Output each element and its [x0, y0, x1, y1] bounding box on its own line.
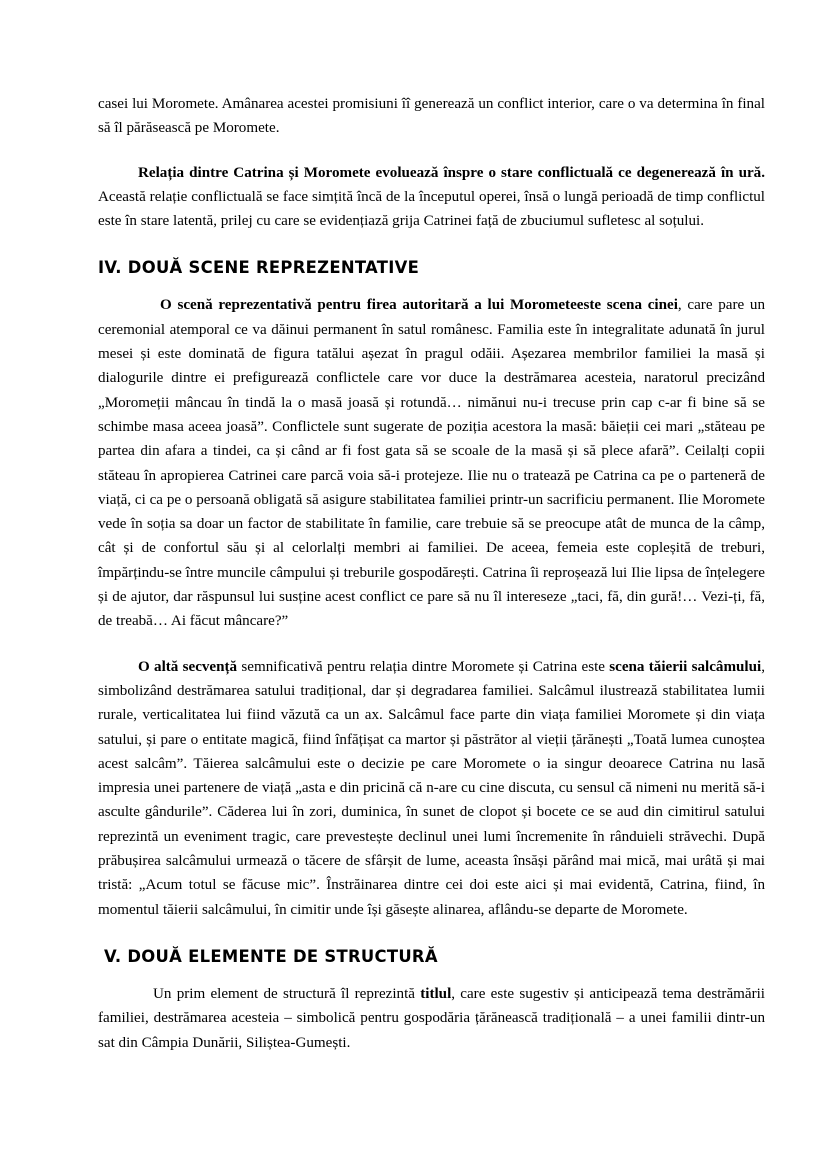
- paragraph-run-bold-inline: scena tăierii salcâmului: [609, 658, 762, 675]
- heading-spacer-top: [98, 922, 765, 946]
- paragraph-run-text: Un prim element de structură îl reprezintă: [153, 985, 421, 1002]
- section-heading-doua-scene-reprezentative: [98, 257, 765, 279]
- paragraph-spacer: [98, 141, 765, 161]
- paragraph-run-bold-lead: O scenă reprezentativă pentru firea autoritară a lui Morometeeste scena cinei: [160, 297, 678, 314]
- document-text-column: [98, 92, 765, 1055]
- section-heading-label: IV. DOUĂ SCENE REPREZENTATIVE: [98, 258, 420, 278]
- paragraph-o-alta-secventa: [98, 655, 765, 922]
- paragraph-run-bold-lead: O altă secvență: [138, 658, 238, 675]
- paragraph-spacer: [98, 634, 765, 655]
- paragraph-relatia-dintre-catrina-si-moromete: [98, 161, 765, 234]
- paragraph-continuation-casei-lui-moromete: [98, 92, 765, 141]
- heading-spacer-bottom: [98, 279, 765, 293]
- paragraph-o-scena-reprezentativa: [98, 293, 765, 633]
- paragraph-run-text: semnificativă pentru relația dintre Moromete și Catrina este: [237, 658, 610, 675]
- paragraph-run-bold-lead: Relația dintre Catrina și Moromete evoluează înspre o stare conflictuală ce degenerează în ură.: [138, 164, 765, 181]
- heading-spacer-bottom: [98, 968, 765, 982]
- paragraph-run-bold-inline: titlul: [420, 985, 452, 1002]
- paragraph-run-text-tail: , care este sugestiv și anticipează tema destrămării familiei, destrămarea acesteia – simbolică pentru gospodăria țărănească tradițională – a unei familii dintr-un sat din Câmpia Dunării, Siliștea-Gumești.: [98, 985, 765, 1051]
- paragraph-run-text: Această relație conflictuală se face simțită încă de la începutul operei, însă o lungă perioadă de timp conflictul este în stare latentă, prilej cu care se evidențiază grija Catrinei față de zbuciumul sufletesc al soțului.: [98, 188, 765, 230]
- paragraph-run-text-tail: , simbolizând destrămarea satului tradițional, dar și degradarea familiei. Salcâmul ilustrează stabilitatea lumii rurale, verticalitatea lui fiind văzută ca un ax. Salcâmul face parte din viața familiei Moromete și din viața satului, și pare o entitate magică, fiind înfățișat ca martor și păstrător al vieții țărănești „Toată lumea cunoștea acest salcâm”. Tăierea salcâmului este o decizie pe care Moromete o ia singur deoarece Catrina nu lasă impresia unei partenere de viață „asta e din pricină că n-are cu cine discuta, cu sensul că nimeni nu merită să-i asculte gândurile”. Căderea lui în zori, duminica, în sunet de clopot și bocete ce se aud din cimitirul satului reprezintă un eveniment tragic, care prevestește declinul unei lumi încremenite în rânduieli străvechi. După prăbușirea salcâmului urmează o tăcere de sfârșit de lume, aceasta însăși părând mai mică, mai urâtă și mai tristă: „Acum totul se făcuse mic”. Înstrăinarea dintre cei doi este aici și mai evidentă, Catrina, fiind, în momentul tăierii salcâmului, în cimitir unde își găsește alinarea, aflându-se departe de Moromete.: [98, 658, 765, 918]
- paragraph-un-prim-element-de-structura: [98, 982, 765, 1055]
- heading-spacer-top: [98, 233, 765, 257]
- paragraph-run-text: , care pare un ceremonial atemporal ce va dăinui permanent în satul românesc. Familia este în integralitate adunată în jurul mesei și este dominată de figura tatălui așezat în pragul odăii. Așezarea membrilor familiei la masă și dialogurile dintre ei prefigurează conflictele care vor duce la destrămarea acesteia, naratorul precizând „Moromeții mâncau în tindă la o masă joasă și rotundă… nimănui nu-i trecuse prin cap c-ar fi bine să se schimbe masa aceea joasă”. Conflictele sunt sugerate de poziția acestora la masă: băieții cei mari „stăteau pe partea din afara a tindei, ca și când ar fi fost gata să se scoale de la masă și să plece afară”. Ceilalți copii stăteau în apropierea Catrinei care parcă voia să-i protejeze. Ilie nu o tratează pe Catrina ca pe o parteneră de viață, ci ca pe o persoană obligată să asigure stabilitatea familiei printr-un sacrificiu permanent. Ilie Moromete vede în soția sa doar un factor de stabilitate în familie, care trebuie să se preocupe atât de munca de la câmp, cât și de confortul său și al celorlalți membri ai familiei. De aceea, femeia este copleșită de treburi, împărțindu-se între muncile câmpului și treburile gospodărești. Catrina îi reproșează lui Ilie lipsa de înțelegere și de ajutor, dar răspunsul lui susține acest conflict ce pare să nu îl intereseze „taci, fă, din gură!… Vezi-ți, fă, de treabă… Ai făcut mâncare?”: [98, 297, 765, 630]
- section-heading-doua-elemente-de-structura: [98, 946, 765, 968]
- paragraph-run-text: casei lui Moromete. Amânarea acestei promisiuni îî generează un conflict interior, care o va determina în final să îl părăsească pe Moromete.: [98, 96, 765, 137]
- section-heading-label: V. DOUĂ ELEMENTE DE STRUCTURĂ: [104, 946, 438, 966]
